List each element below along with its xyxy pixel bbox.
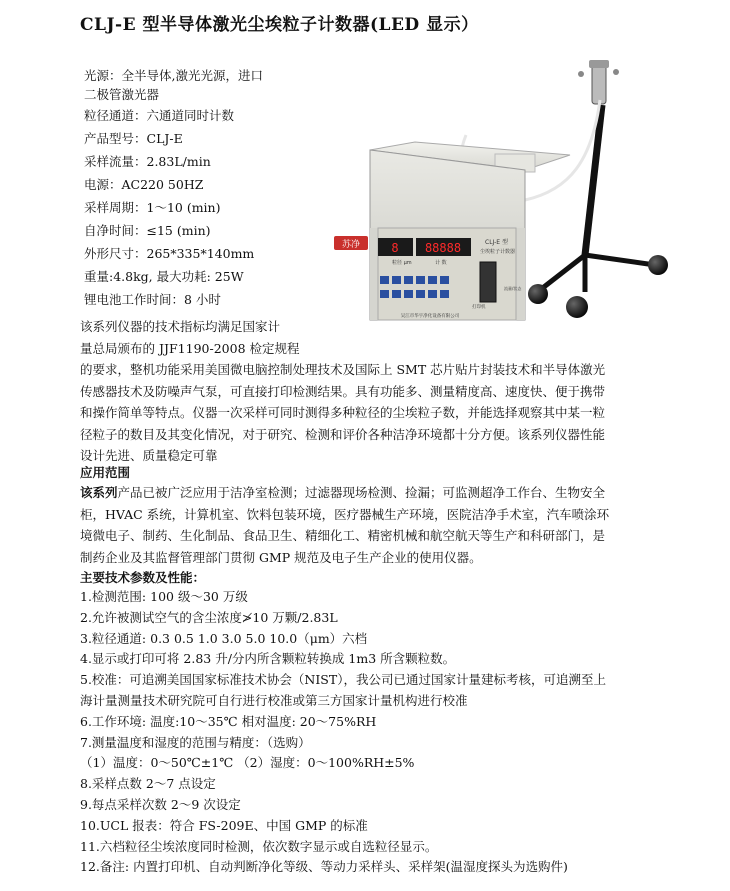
application-lead: 该系列 — [80, 485, 118, 500]
intro-line: 量总局颁布的 JJF1190-2008 检定规程 — [80, 340, 300, 356]
spec-line: 二极管激光器 — [84, 87, 160, 102]
device-footer: 吴江市华宇净化设备有限公司 — [400, 314, 460, 319]
led-count-display: 88888 — [424, 241, 462, 255]
page-title: CLJ-E 型半导体激光尘埃粒子计数器(LED 显示） — [80, 15, 479, 35]
param-line: 9.每点采样次数 2～9 次设定 — [80, 796, 241, 812]
product-photo — [330, 50, 700, 340]
spec-line: 粒径通道：六通道同时计数 — [84, 108, 235, 123]
spec-line: 采样流量：2.83L/min — [84, 154, 211, 169]
application-heading: 应用范围 — [80, 465, 131, 480]
application-paragraph — [80, 482, 700, 568]
param-line: 3.粒径通道: 0.3 0.5 1.0 3.0 5.0 10.0（μm）六档 — [80, 630, 368, 646]
param-line: 2.允许被测试空气的含尘浓度≯10 万颗/2.83L — [80, 609, 338, 625]
label-count: 计 数 — [435, 260, 447, 266]
param-line: 8.采样点数 2～7 点设定 — [80, 776, 216, 792]
intro-line: 的要求，整机功能采用美国微电脑控制处理技术及国际上 SMT 芯片贴片封装技术和半导体激光 — [80, 362, 606, 377]
label-size: 粒径 μm — [392, 260, 412, 266]
intro-line: 设计先进、质量稳定可靠 — [80, 448, 218, 463]
spec-line: 自净时间：≤15 (min) — [84, 223, 211, 238]
spec-line: 光源：全半导体,激光光源，进口 — [84, 68, 263, 83]
param-line: 7.测量温度和湿度的范围与精度：（选购） — [80, 734, 311, 750]
param-line: 12.备注: 内置打印机、自动判断净化等级、等动力采样头、采样架(温湿度探头为选购件) — [80, 859, 568, 875]
spec-line: 锂电池工作时间：8 小时 — [84, 292, 221, 307]
param-line: 11.六档粒径尘埃浓度同时检测，依次数字显示或自选粒径显示。 — [80, 838, 438, 854]
spec-line: 重量:4.8kg, 最大功耗: 25W — [84, 269, 244, 284]
label-status: 流量/状态 — [504, 286, 522, 291]
panel-title-1: CLJ-E 型 — [485, 239, 508, 246]
param-line: 1.检测范围: 100 级～30 万级 — [80, 589, 248, 604]
brand-logo: 苏净 — [341, 240, 361, 250]
param-line: 4.显示或打印可将 2.83 升/分内所含颗粒转换成 1m3 所含颗粒数。 — [80, 651, 456, 667]
led-size-display: 8 — [391, 241, 399, 255]
spec-line: 电源：AC220 50HZ — [84, 177, 204, 192]
intro-line: 传感器技术及防噪声气泵，可直接打印检测结果。具有功能多、测量精度高、速度快、便于携带 — [80, 383, 606, 399]
intro-line: 该系列仪器的技术指标均满足国家计 — [80, 319, 281, 334]
application-line: 制药企业及其监督管理部门贯彻 GMP 规范及电子生产企业的使用仪器。 — [80, 549, 482, 565]
label-printer: 打印机 — [472, 305, 486, 310]
param-line: 5.校准：可追溯美国国家标准技术协会（NIST），我公司已通过国家计量建标考核，可追溯至上 — [80, 672, 606, 688]
param-line: 海计量测量技术研究院可自行进行校准或第三方国家计量机构进行校准 — [80, 692, 468, 708]
param-line: 10.UCL 报表：符合 FS-209E、中国 GMP 的标准 — [80, 817, 368, 833]
spec-list — [84, 66, 314, 311]
spec-line: 采样周期：1～10 (min) — [84, 200, 221, 215]
application-line: 境微电子、制药、生化制品、食品卫生、精细化工、精密机械和航空航天等生产和科研部门，是 — [80, 528, 606, 543]
params-heading: 主要技术参数及性能： — [80, 570, 206, 585]
spec-line: 产品型号：CLJ-E — [84, 131, 183, 146]
intro-paragraph — [80, 316, 700, 467]
param-line: （1）温度：0～50℃±1℃ （2）湿度：0～100%RH±5% — [80, 755, 415, 771]
params-list — [80, 587, 710, 878]
intro-line: 和操作简单等特点。仪器一次采样可同时测得多种粒径的尘埃粒子数，并能选择观察其中某一粒 — [80, 405, 606, 420]
application-line: 柜，HVAC 系统，计算机室、饮料包装环境，医疗器械生产环境，医院洁净手术室，汽车喷涂环 — [80, 506, 610, 522]
panel-title-2: 尘埃粒子计数器 — [480, 249, 516, 255]
intro-line: 径粒子的数目及其变化情况，对于研究、检测和评价各种洁净环境都十分方便。该系列仪器性能 — [80, 426, 606, 442]
param-line: 6.工作环境: 温度:10～35℃ 相对温度: 20～75%RH — [80, 713, 377, 729]
spec-line: 外形尺寸：265*335*140mm — [84, 246, 255, 261]
application-line: 产品已被广泛应用于洁净室检测；过滤器现场检测、捡漏；可监测超净工作台、生物安全 — [117, 485, 606, 500]
